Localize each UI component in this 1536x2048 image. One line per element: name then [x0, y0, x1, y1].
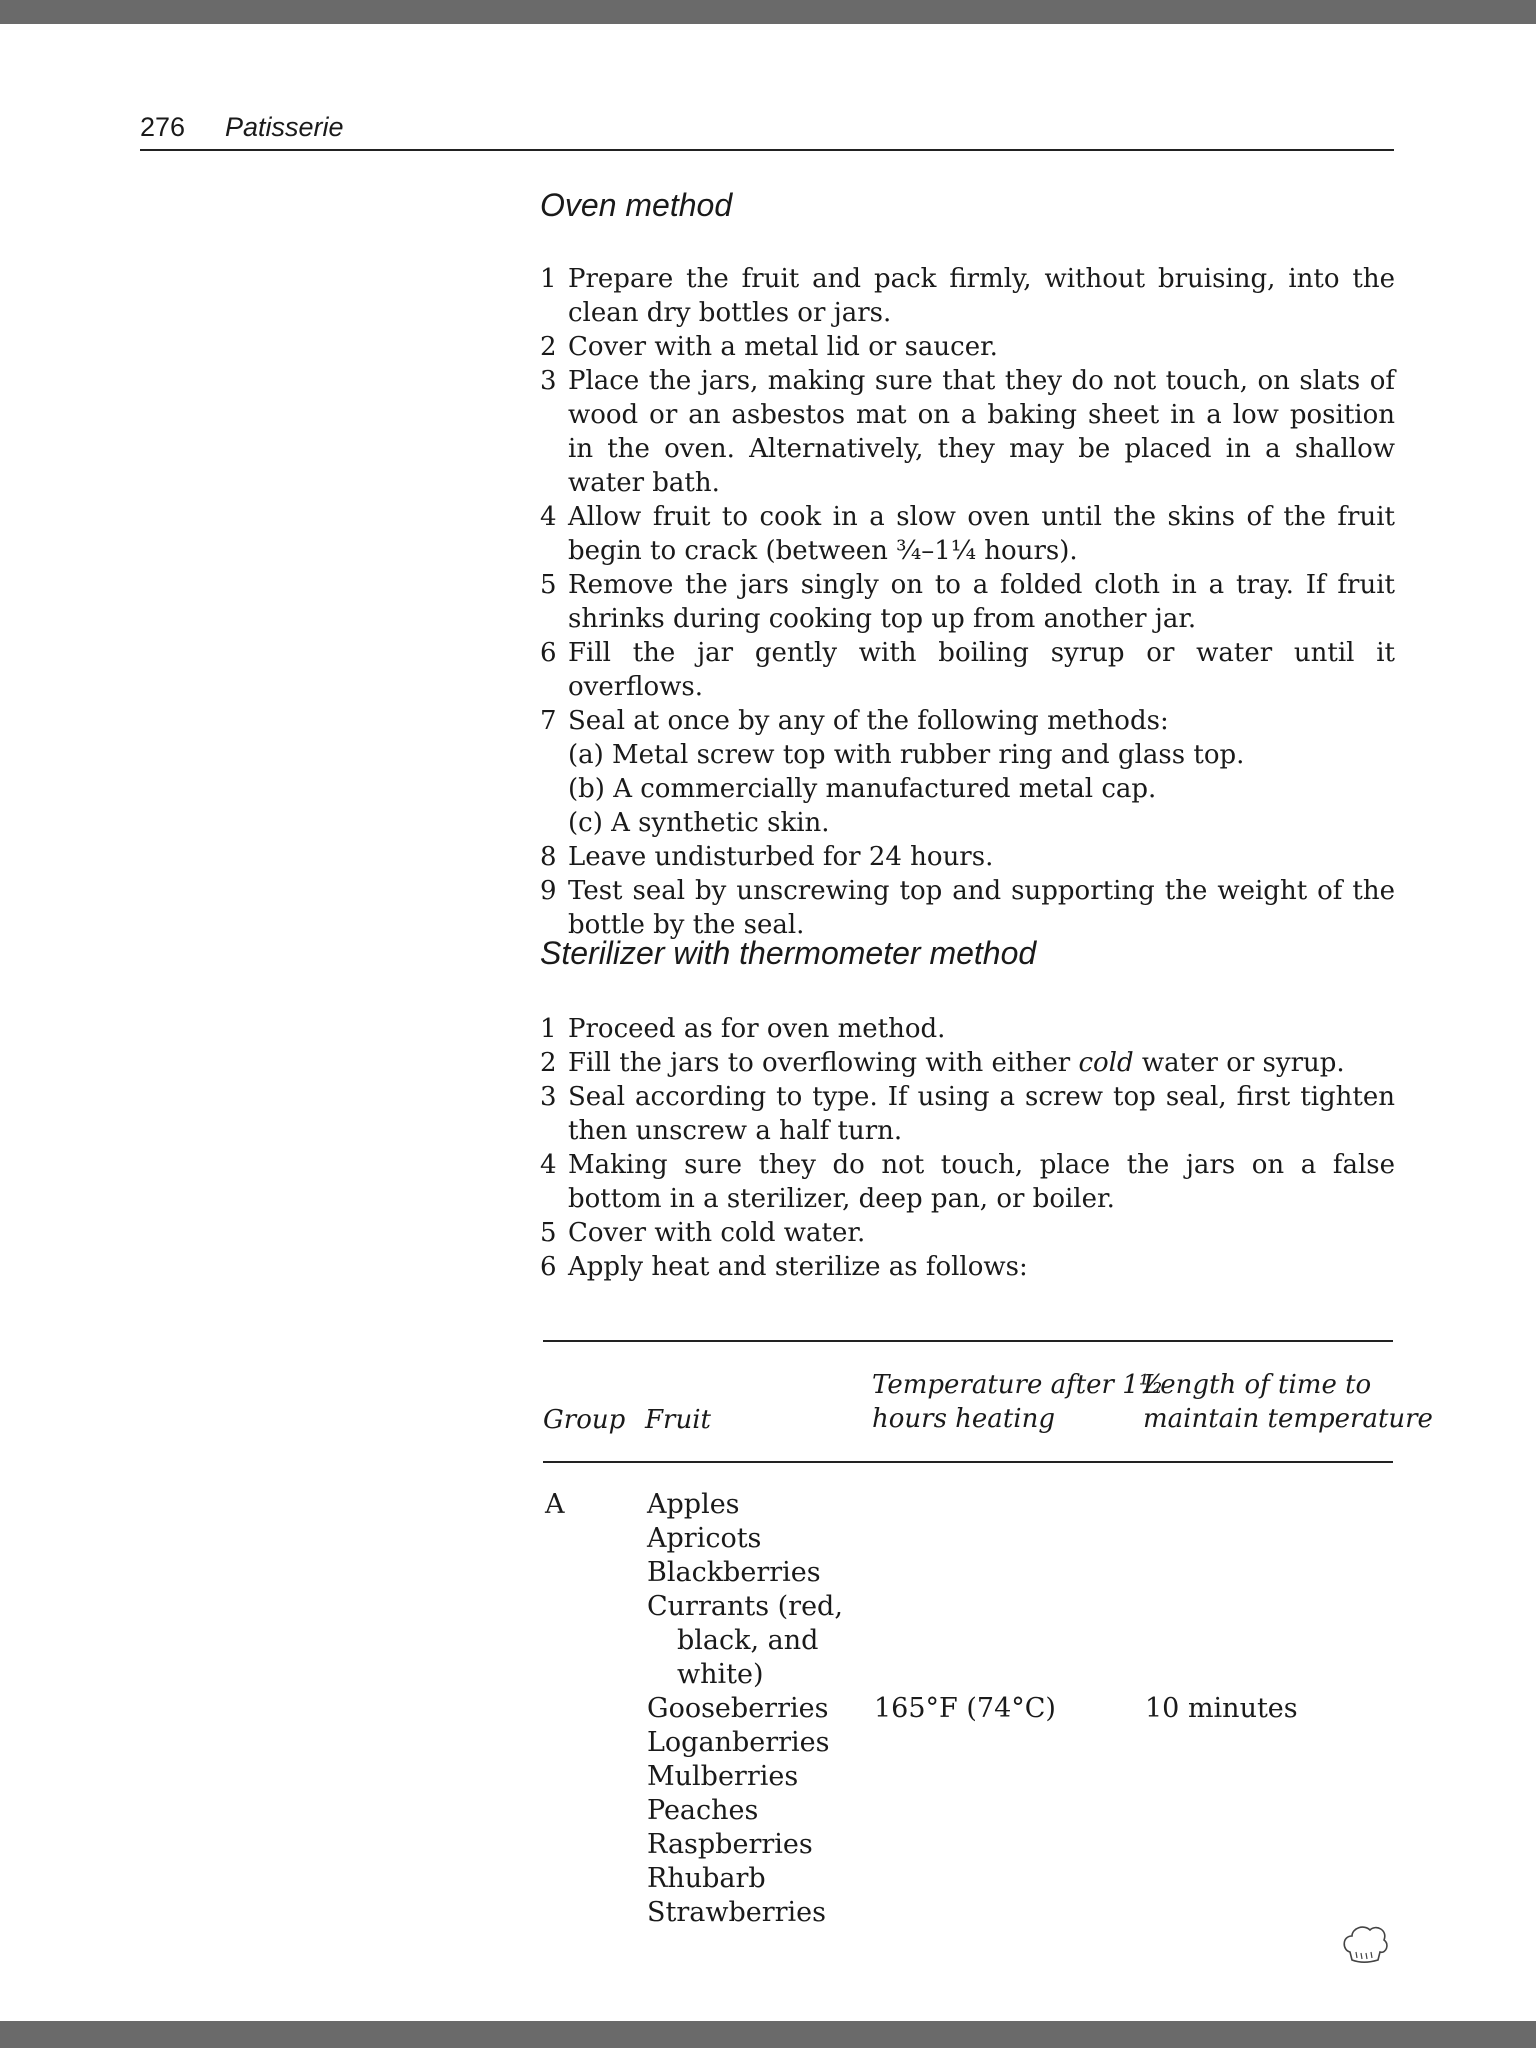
step-item: 2 Fill the jars to overflowing with either cold water or syrup.	[540, 1048, 1345, 1078]
step-item: 4 Making sure they do not touch, place the jars on a false bottom in a sterilizer, deep pan, or boiler.	[540, 1150, 1395, 1214]
time-cell: 10 minutes	[1145, 1693, 1298, 1724]
group-cell: A	[545, 1489, 565, 1520]
bottom-border	[0, 2021, 1536, 2048]
sterilizer-method-steps	[540, 1012, 1395, 1284]
column-header-time: Length of time to maintain temperature	[1143, 1370, 1433, 1434]
fruit-item: Strawberries	[647, 1897, 827, 1928]
top-border	[0, 0, 1536, 24]
step-item: 3 Place the jars, making sure that they do not touch, on slats of wood or an asbestos mat on a baking sheet in a low position in the oven. Alternatively, they may be placed in a shallow water bath.	[540, 366, 1395, 498]
step-item: 5 Remove the jars singly on to a folded cloth in a tray. If fruit shrinks during cooking top up from another jar.	[540, 570, 1395, 634]
step-item: 7 Seal at once by any of the following methods: (a) Metal screw top with rubber ring and glass top. (b) A commercially manufactured metal cap. (c) A synthetic skin.	[540, 704, 1395, 840]
step-item: 8 Leave undisturbed for 24 hours.	[540, 842, 994, 872]
step-item: 1 Prepare the fruit and pack firmly, without bruising, into the clean dry bottles or jars.	[540, 264, 1395, 328]
oven-method-steps	[540, 262, 1395, 942]
sterilizer-method-body	[540, 1012, 1395, 1284]
fruit-item: Loganberries	[647, 1727, 830, 1758]
step-item: 6 Apply heat and sterilize as follows:	[540, 1252, 1028, 1282]
step-item: 1 Proceed as for oven method.	[540, 1014, 946, 1044]
step-item: 4 Allow fruit to cook in a slow oven until the skins of the fruit begin to crack (between ¾–1¼ hours).	[540, 502, 1395, 566]
fruit-item: Raspberries	[647, 1829, 813, 1860]
running-title: Patisserie	[225, 112, 344, 142]
oven-method-body	[540, 262, 1395, 942]
seal-method-item: (a) Metal screw top with rubber ring and glass top.	[568, 740, 1245, 770]
table-top-rule	[543, 1340, 1393, 1342]
step-item: 5 Cover with cold water.	[540, 1218, 866, 1248]
fruit-item: Rhubarb	[647, 1863, 766, 1894]
step-item: 2 Cover with a metal lid or saucer.	[540, 332, 998, 362]
oven-method-heading: Oven method	[540, 187, 733, 223]
column-header-group: Group	[543, 1405, 626, 1435]
fruit-item: Blackberries	[647, 1557, 821, 1588]
seal-method-item: (b) A commercially manufactured metal cap.	[568, 774, 1157, 804]
step-item: 6 Fill the jar gently with boiling syrup or water until it overflows.	[540, 638, 1395, 702]
fruit-item: Peaches	[647, 1795, 759, 1826]
fruit-item: Mulberries	[647, 1761, 799, 1792]
sterilizer-method-heading: Sterilizer with thermometer method	[540, 935, 1037, 971]
step-item: 9 Test seal by unscrewing top and supporting the weight of the bottle by the seal.	[540, 876, 1395, 940]
seal-methods-list	[568, 738, 1395, 840]
temperature-cell: 165°F (74°C)	[874, 1693, 1056, 1724]
seal-method-item: (c) A synthetic skin.	[568, 808, 830, 838]
fruit-item: Gooseberries	[647, 1693, 829, 1724]
header-rule	[140, 149, 1394, 151]
table-header-rule	[543, 1461, 1393, 1463]
page-number: 276	[140, 112, 186, 142]
fruit-item: Apples	[647, 1489, 740, 1520]
fruit-item: Apricots	[647, 1523, 762, 1554]
step-item: 3 Seal according to type. If using a screw top seal, first tighten then unscrew a half turn.	[540, 1082, 1395, 1146]
fruit-list	[647, 1488, 882, 1930]
fruit-item: Currants (red, black, and white)	[647, 1591, 843, 1690]
column-header-temperature: Temperature after 1½ hours heating	[872, 1370, 1164, 1434]
chef-hat-icon	[1340, 1922, 1390, 1966]
column-header-fruit: Fruit	[645, 1405, 711, 1435]
